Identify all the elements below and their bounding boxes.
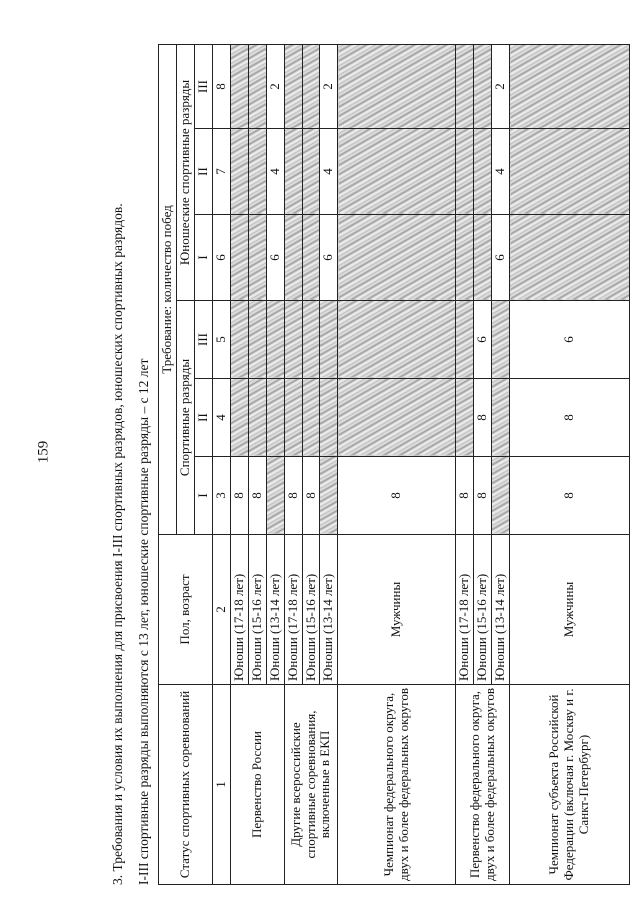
col-number: 4 [212, 379, 230, 457]
col-number: 2 [212, 535, 230, 685]
value-cell: 8 [474, 379, 492, 457]
value-cell [266, 379, 284, 457]
value-cell: 6 [474, 301, 492, 379]
value-cell: 8 [230, 457, 248, 535]
sex-age-cell: Юноши (13-14 лет) [320, 535, 338, 685]
value-cell [474, 44, 492, 128]
value-cell [302, 301, 320, 379]
value-cell [248, 379, 266, 457]
value-cell: 8 [510, 379, 630, 457]
value-cell [338, 215, 456, 301]
caption-main: 3. Требования и условия их выполнения для присвоения I-III спортивных разрядов, юношеских спортивных разрядов. [110, 203, 125, 885]
value-cell [248, 129, 266, 215]
value-cell [456, 129, 474, 215]
status-cell: Чемпионат федерального округа, двух и более федеральных округов [338, 685, 456, 885]
sex-age-cell: Юноши (17-18 лет) [456, 535, 474, 685]
value-cell: 8 [456, 457, 474, 535]
status-cell: Первенство России [230, 685, 284, 885]
col-number: 6 [212, 215, 230, 301]
value-cell [248, 215, 266, 301]
sex-age-cell: Юноши (15-16 лет) [248, 535, 266, 685]
value-cell: 2 [320, 44, 338, 128]
value-cell [230, 215, 248, 301]
value-cell: 8 [474, 457, 492, 535]
value-cell: 6 [492, 215, 510, 301]
header-sport-ranks: Спортивные разряды [176, 301, 194, 535]
header-status: Статус спортивных соревнований [159, 685, 213, 885]
value-cell [456, 215, 474, 301]
sex-age-cell: Юноши (17-18 лет) [284, 535, 302, 685]
sex-age-cell: Юноши (13-14 лет) [266, 535, 284, 685]
header-youth-3: III [194, 44, 212, 128]
value-cell [302, 215, 320, 301]
value-cell [230, 301, 248, 379]
header-sex-age: Пол, возраст [159, 535, 213, 685]
value-cell: 4 [320, 129, 338, 215]
value-cell [474, 129, 492, 215]
header-youth-2: II [194, 129, 212, 215]
value-cell: 4 [492, 129, 510, 215]
sex-age-cell: Юноши (15-16 лет) [474, 535, 492, 685]
value-cell: 8 [284, 457, 302, 535]
value-cell [492, 301, 510, 379]
sex-age-cell: Юноши (13-14 лет) [492, 535, 510, 685]
table-row [510, 44, 630, 884]
sex-age-cell: Мужчины [510, 535, 630, 685]
header-requirement: Требование: количество побед [159, 44, 177, 534]
value-cell [474, 215, 492, 301]
value-cell: 4 [266, 129, 284, 215]
value-cell [230, 44, 248, 128]
status-cell: Чемпионат субъекта Российской Федерации (включая г. Москву и г. Санкт-Петербург) [510, 685, 630, 885]
value-cell [248, 44, 266, 128]
value-cell [284, 379, 302, 457]
sex-age-cell: Мужчины [338, 535, 456, 685]
table-row [284, 44, 302, 884]
value-cell: 8 [338, 457, 456, 535]
value-cell [320, 379, 338, 457]
value-cell [510, 129, 630, 215]
value-cell [492, 457, 510, 535]
value-cell [284, 301, 302, 379]
sex-age-cell: Юноши (15-16 лет) [302, 535, 320, 685]
value-cell [456, 379, 474, 457]
value-cell [302, 44, 320, 128]
value-cell: 2 [492, 44, 510, 128]
header-rank-1: I [194, 457, 212, 535]
value-cell [302, 129, 320, 215]
header-youth-ranks: Юношеские спортивные разряды [176, 44, 194, 300]
col-number: 8 [212, 44, 230, 128]
sex-age-cell: Юноши (17-18 лет) [230, 535, 248, 685]
value-cell: 6 [510, 301, 630, 379]
table-row [230, 44, 248, 884]
requirements-table [158, 44, 630, 885]
page-number: 159 [35, 440, 52, 464]
header-rank-3: III [194, 301, 212, 379]
value-cell: 6 [320, 215, 338, 301]
value-cell: 8 [302, 457, 320, 535]
value-cell: 2 [266, 44, 284, 128]
value-cell [510, 44, 630, 128]
value-cell [284, 215, 302, 301]
table-row [456, 44, 474, 884]
header-rank-2: II [194, 379, 212, 457]
value-cell: 6 [266, 215, 284, 301]
value-cell [320, 301, 338, 379]
col-number: 1 [212, 685, 230, 885]
value-cell [456, 44, 474, 128]
value-cell [230, 129, 248, 215]
value-cell [492, 379, 510, 457]
value-cell: 8 [510, 457, 630, 535]
value-cell [266, 301, 284, 379]
status-cell: Первенство федерального округа, двух и более федеральных округов [456, 685, 510, 885]
status-cell: Другие всероссийские спортивные соревнования, включенные в ЕКП [284, 685, 338, 885]
value-cell [284, 44, 302, 128]
value-cell [338, 129, 456, 215]
value-cell [266, 457, 284, 535]
caption-sub: I-III спортивные разряды выполняются с 13 лет, юношеские спортивные разряды – с 12 лет [136, 358, 151, 885]
table-row [338, 44, 456, 884]
rotated-page [80, 45, 615, 885]
value-cell [456, 301, 474, 379]
value-cell [338, 44, 456, 128]
value-cell [510, 215, 630, 301]
value-cell [338, 301, 456, 379]
value-cell [302, 379, 320, 457]
col-number: 5 [212, 301, 230, 379]
value-cell: 8 [248, 457, 266, 535]
col-number: 7 [212, 129, 230, 215]
value-cell [320, 457, 338, 535]
value-cell [284, 129, 302, 215]
value-cell [338, 379, 456, 457]
col-number: 3 [212, 457, 230, 535]
value-cell [248, 301, 266, 379]
value-cell [230, 379, 248, 457]
header-youth-1: I [194, 215, 212, 301]
